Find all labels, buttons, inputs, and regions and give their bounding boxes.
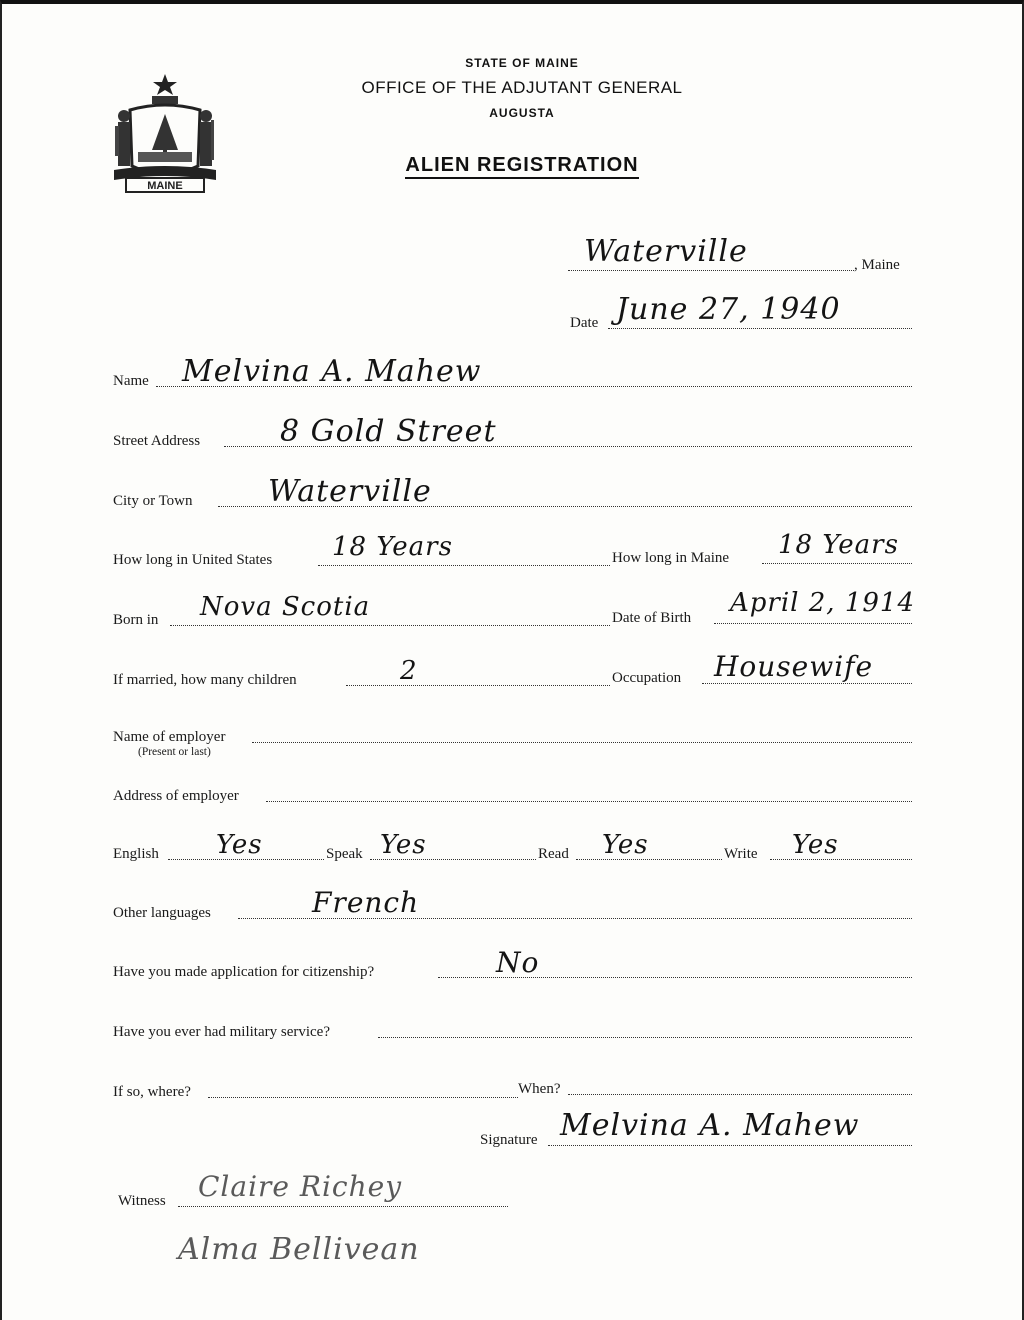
date-of-birth-line — [714, 623, 912, 624]
occupation-line — [702, 683, 912, 684]
write-label: Write — [724, 846, 758, 862]
how-long-maine-label: How long in Maine — [612, 550, 730, 566]
born-in-label: Born in — [113, 612, 159, 628]
employer-name-note: (Present or last) — [138, 746, 211, 758]
citizenship-value: No — [496, 946, 540, 979]
employer-name-line — [252, 742, 912, 743]
street-address-label: Street Address — [113, 433, 201, 449]
read-label: Read — [538, 846, 569, 862]
signature-value: Melvina A. Mahew — [560, 1108, 860, 1143]
date-label: Date — [570, 315, 599, 331]
born-in-value: Nova Scotia — [200, 592, 371, 622]
speak-label: Speak — [326, 846, 363, 862]
seal-text: MAINE — [147, 180, 183, 192]
military-label: Have you ever had military service? — [113, 1024, 330, 1040]
when-label: When? — [518, 1081, 561, 1097]
signature-line — [548, 1145, 912, 1146]
write-value: Yes — [792, 830, 839, 860]
date-of-birth-value: April 2, 1914 — [730, 588, 915, 618]
other-languages-value: French — [312, 886, 420, 919]
witness-2-value: Alma Bellivean — [178, 1232, 420, 1267]
date-value: June 27, 1940 — [616, 292, 841, 327]
employer-address-line — [266, 801, 912, 802]
date-of-birth-label: Date of Birth — [612, 610, 692, 626]
how-long-us-value: 18 Years — [332, 532, 453, 562]
read-line — [576, 859, 722, 860]
street-address-value: 8 Gold Street — [280, 414, 497, 449]
read-value: Yes — [602, 830, 649, 860]
where-label: If so, where? — [113, 1084, 191, 1100]
maine-label: , Maine — [854, 257, 900, 273]
citizenship-label: Have you made application for citizenship? — [113, 964, 375, 980]
where-line — [208, 1097, 518, 1098]
city-value: Waterville — [268, 474, 432, 509]
how-long-maine-value: 18 Years — [778, 530, 899, 560]
speak-value: Yes — [380, 830, 427, 860]
occupation-label: Occupation — [612, 670, 682, 686]
witness-label: Witness — [118, 1193, 166, 1209]
form-title — [10, 154, 1024, 177]
header-state: STATE OF MAINE — [465, 56, 579, 70]
header-city: AUGUSTA — [489, 106, 555, 120]
born-in-line — [170, 625, 610, 626]
english-label: English — [113, 846, 159, 862]
children-label: If married, how many children — [113, 672, 297, 688]
when-line — [568, 1094, 912, 1095]
military-line — [378, 1037, 912, 1038]
employer-name-label: Name of employer — [113, 729, 226, 745]
witness-value: Claire Richey — [198, 1170, 403, 1203]
english-value: Yes — [216, 830, 263, 860]
how-long-us-line — [318, 565, 610, 566]
signature-label: Signature — [480, 1132, 538, 1148]
town-line — [568, 270, 854, 271]
witness-line — [178, 1206, 508, 1207]
city-label: City or Town — [113, 493, 193, 509]
children-line — [346, 685, 610, 686]
date-line — [608, 328, 912, 329]
name-label: Name — [113, 373, 149, 389]
other-languages-label: Other languages — [113, 905, 211, 921]
form-title-text: ALIEN REGISTRATION — [405, 154, 638, 179]
occupation-value: Housewife — [714, 650, 874, 683]
children-value: 2 — [400, 656, 418, 686]
town-value: Waterville — [584, 234, 748, 269]
header-office: OFFICE OF THE ADJUTANT GENERAL — [361, 78, 683, 97]
employer-address-label: Address of employer — [113, 788, 239, 804]
name-value: Melvina A. Mahew — [182, 354, 482, 389]
how-long-us-label: How long in United States — [113, 552, 273, 568]
how-long-maine-line — [762, 563, 912, 564]
